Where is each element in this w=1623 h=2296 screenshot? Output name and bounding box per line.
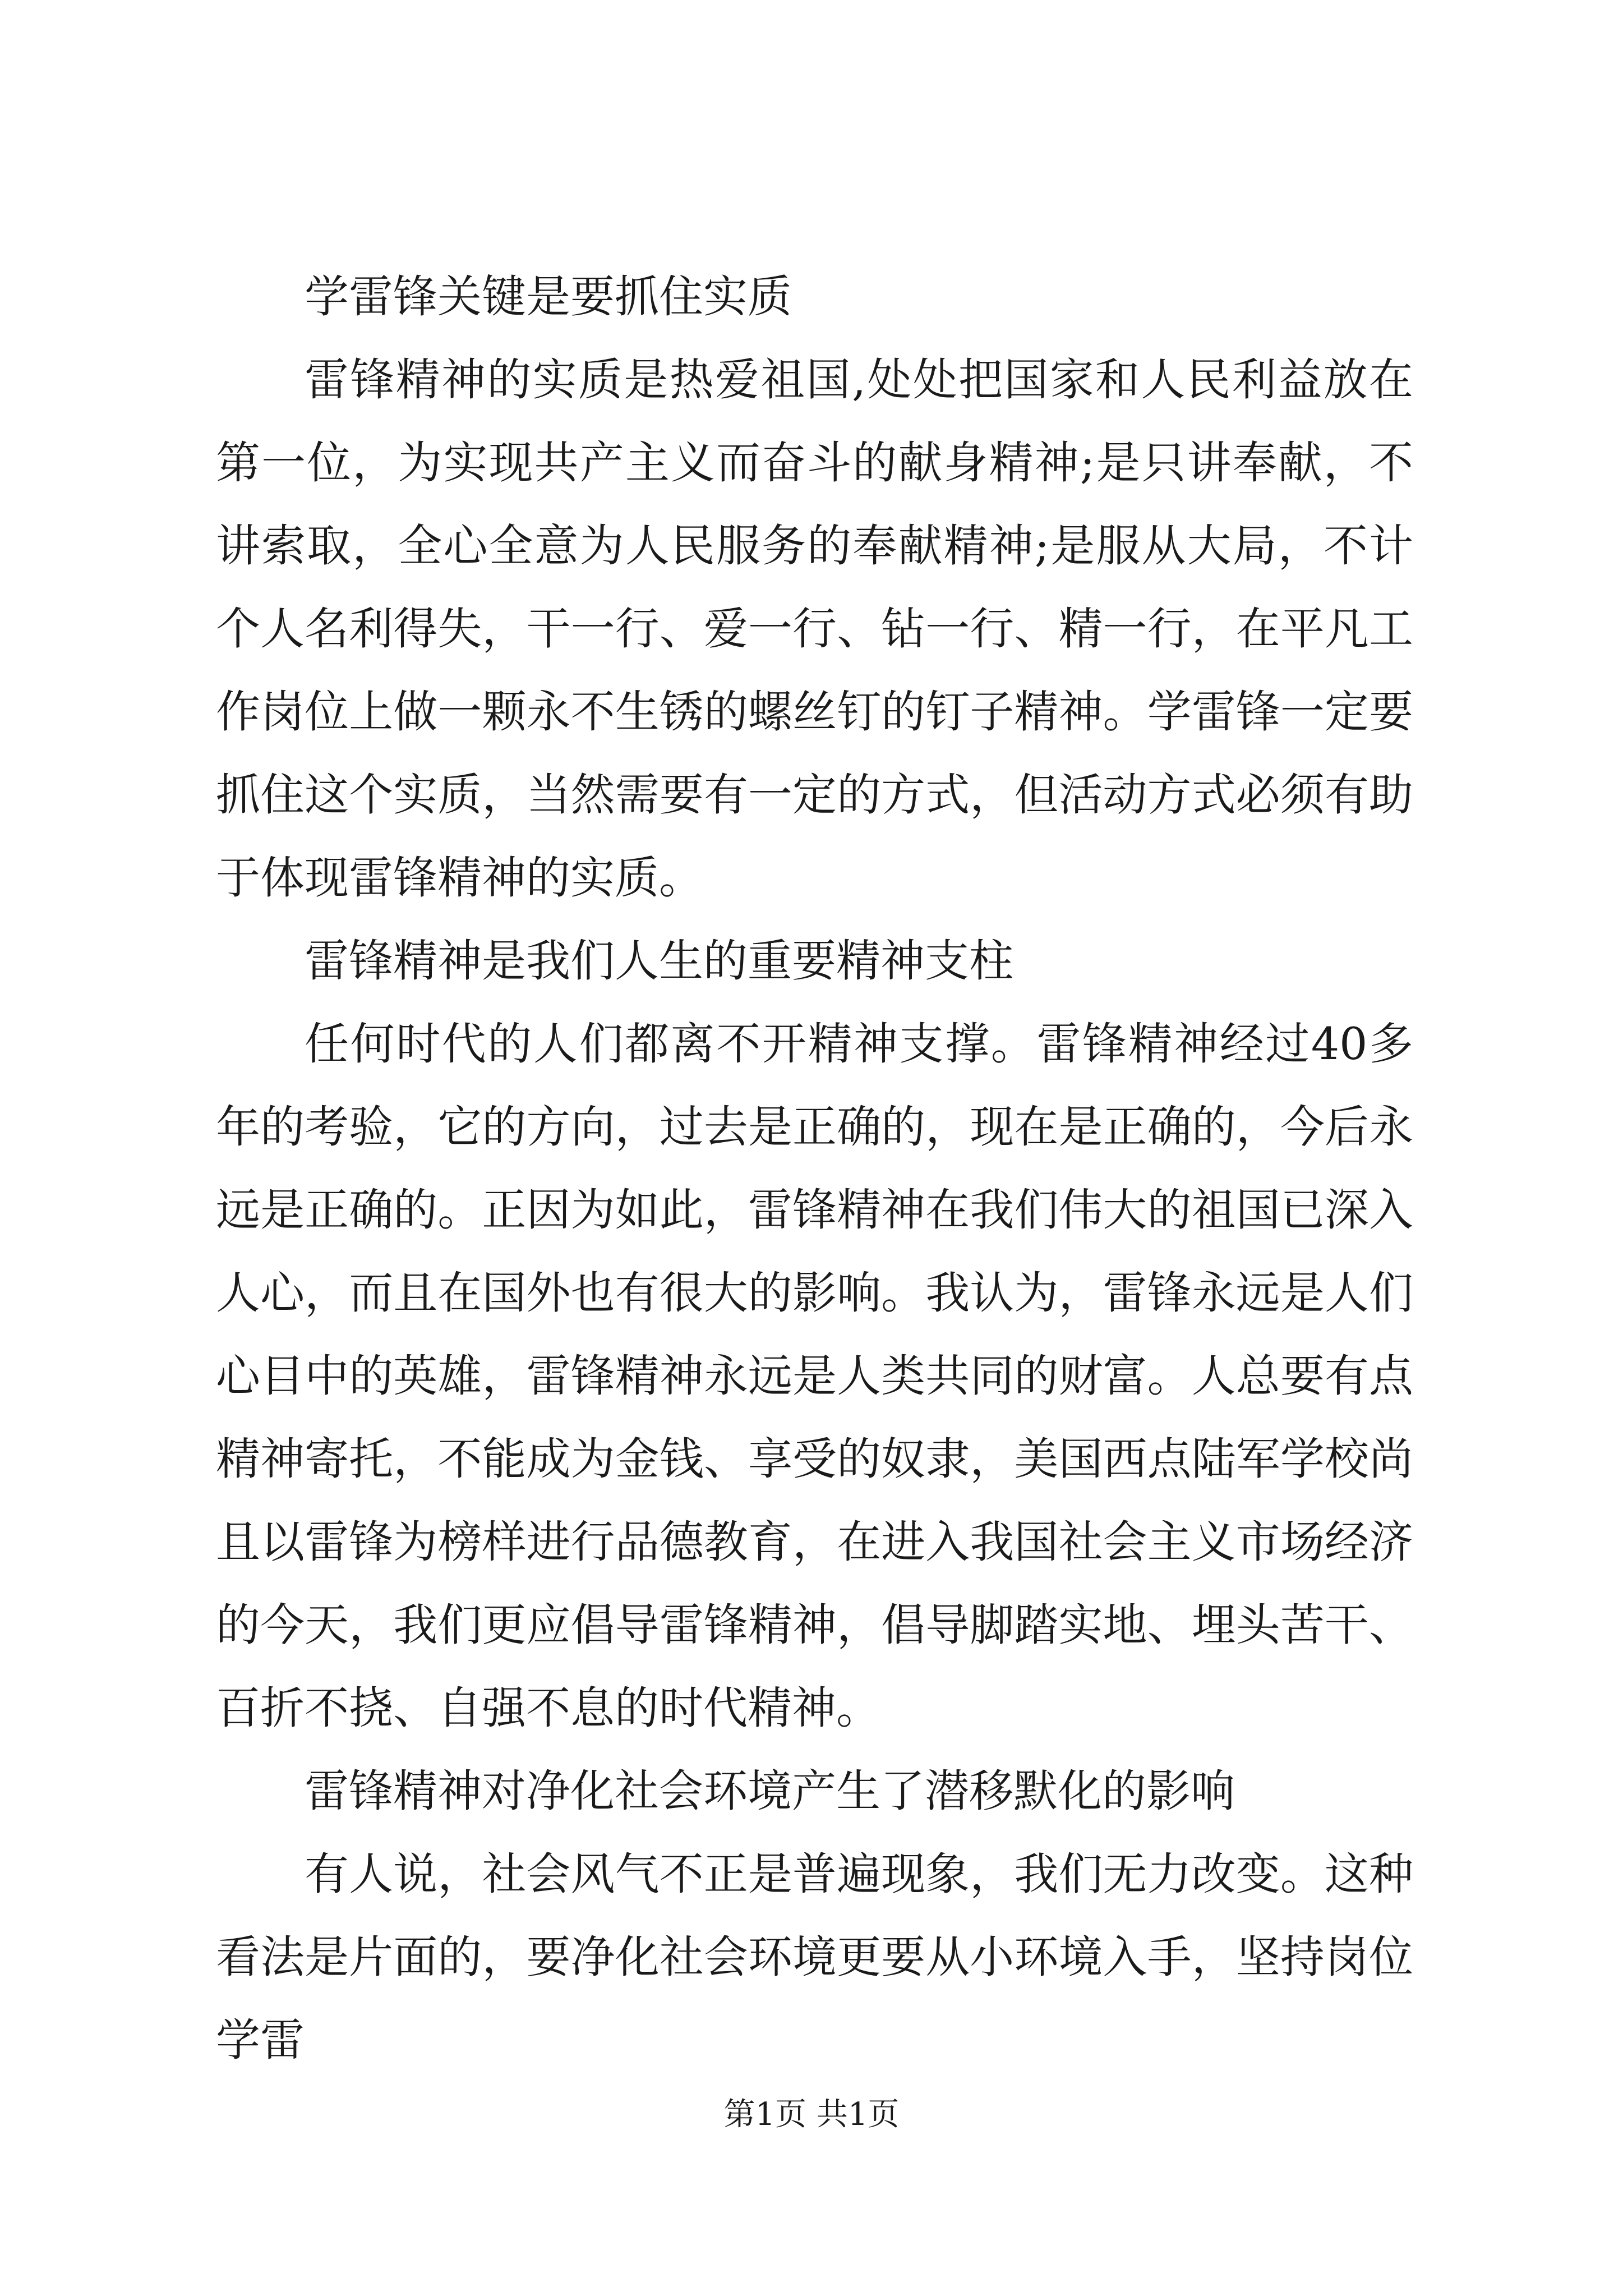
paragraph-environment: 有人说，社会风气不正是普遍现象，我们无力改变。这种看法是片面的，要净化社会环境更要从小环境入手，坚持岗位学雷	[216, 1848, 1413, 2066]
section-heading-environment: 雷锋精神对净化社会环境产生了潜移默化的影响	[305, 1765, 1235, 1817]
section-heading-pillar: 雷锋精神是我们人生的重要精神支柱	[305, 935, 1013, 987]
section-heading-essence: 学雷锋关键是要抓住实质	[305, 271, 792, 323]
page-number-footer: 第1页 共1页	[723, 2096, 900, 2133]
paragraph-essence: 雷锋精神的实质是热爱祖国,处处把国家和人民利益放在第一位，为实现共产主义而奋斗的献身精神;是只讲奉献，不讲索取，全心全意为人民服务的奉献精神;是服从大局，不计个人名利得失，干一行、爱一行、钻一行、精一行，在平凡工作岗位上做一颗永不生锈的螺丝钉的钉子精神。学雷锋一定要抓住这个实质，当然需要有一定的方式，但活动方式必须有助于体现雷锋精神的实质。	[216, 354, 1413, 904]
paragraph-pillar: 任何时代的人们都离不开精神支撑。雷锋精神经过40多年的考验，它的方向，过去是正确的，现在是正确的，今后永远是正确的。正因为如此，雷锋精神在我们伟大的祖国已深入人心，而且在国外也有很大的影响。我认为，雷锋永远是人们心目中的英雄，雷锋精神永远是人类共同的财富。人总要有点精神寄托，不能成为金钱、享受的奴隶，美国西点陆军学校尚且以雷锋为榜样进行品德教育，在进入我国社会主义市场经济的今天，我们更应倡导雷锋精神，倡导脚踏实地、埋头苦干、百折不挠、自强不息的时代精神。	[216, 1018, 1413, 1734]
document-body	[216, 255, 1413, 2082]
